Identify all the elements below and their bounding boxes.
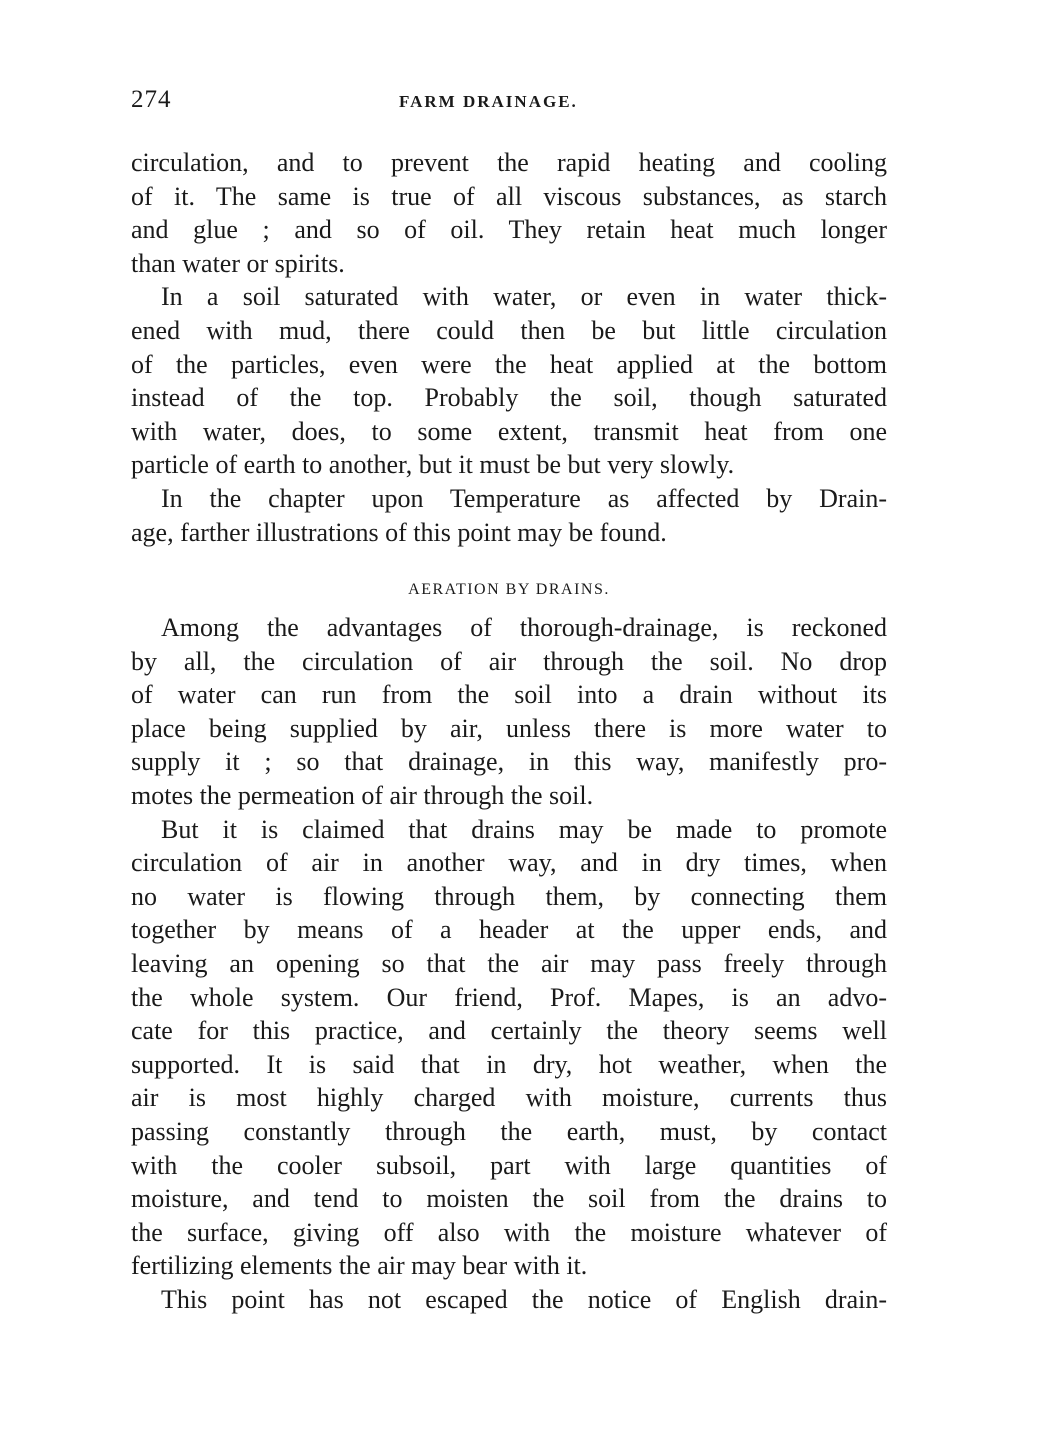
- text-line: instead of the top. Probably the soil, though saturated: [131, 383, 887, 413]
- text-line: place being supplied by air, unless there is more water to: [131, 713, 887, 743]
- text-line: This point has not escaped the notice of English drain-: [161, 1284, 887, 1314]
- text-line: no water is flowing through them, by connecting them: [131, 881, 887, 911]
- text-line: of water can run from the soil into a drain without its: [131, 680, 887, 710]
- text-block-2: [131, 611, 887, 1316]
- text-line: cate for this practice, and certainly the theory seems well: [131, 1016, 887, 1046]
- text-line: supported. It is said that in dry, hot weather, when the: [131, 1049, 887, 1079]
- text-line: moisture, and tend to moisten the soil from the drains to: [131, 1184, 887, 1214]
- text-line: leaving an opening so that the air may pass freely through: [131, 948, 887, 978]
- text-line: air is most highly charged with moisture, currents thus: [131, 1083, 887, 1113]
- text-line: with water, does, to some extent, transmit heat from one: [131, 416, 887, 446]
- page-number: 274: [131, 86, 172, 113]
- text-line: motes the permeation of air through the soil.: [131, 780, 594, 810]
- section-heading: AERATION BY DRAINS.: [408, 581, 610, 598]
- text-line: of it. The same is true of all viscous substances, as starch: [131, 181, 887, 211]
- text-line: by all, the circulation of air through the soil. No drop: [131, 646, 887, 676]
- text-line: of the particles, even were the heat applied at the bottom: [131, 349, 887, 379]
- text-line: particle of earth to another, but it must be but very slowly.: [131, 450, 735, 480]
- text-line: ened with mud, there could then be but little circulation: [131, 315, 887, 345]
- text-line: age, farther illustrations of this point may be found.: [131, 517, 667, 547]
- text-line: circulation of air in another way, and in dry times, when: [131, 848, 887, 878]
- text-line: supply it ; so that drainage, in this way, manifestly pro-: [131, 747, 887, 777]
- text-line: the whole system. Our friend, Prof. Mapes, is an advo-: [131, 982, 887, 1012]
- text-line: together by means of a header at the upper ends, and: [131, 915, 887, 945]
- text-line: and glue ; and so of oil. They retain heat much longer: [131, 215, 887, 245]
- text-line: Among the advantages of thorough-drainage, is reckoned: [161, 613, 887, 642]
- text-line: But it is claimed that drains may be made to promote: [161, 814, 887, 844]
- text-line: passing constantly through the earth, must, by contact: [131, 1116, 887, 1146]
- text-line: fertilizing elements the air may bear with it.: [131, 1251, 588, 1281]
- text-line: In the chapter upon Temperature as affected by Drain-: [161, 483, 887, 513]
- text-line: with the cooler subsoil, part with large quantities of: [131, 1150, 887, 1180]
- text-line: In a soil saturated with water, or even in water thick-: [161, 282, 887, 312]
- text-line: circulation, and to prevent the rapid heating and cooling: [131, 148, 887, 177]
- running-head: [131, 86, 887, 116]
- running-title: FARM DRAINAGE.: [399, 92, 578, 111]
- text-line: the surface, giving off also with the moisture whatever of: [131, 1217, 887, 1247]
- text-line: than water or spirits.: [131, 248, 345, 278]
- text-block-1: [131, 146, 887, 549]
